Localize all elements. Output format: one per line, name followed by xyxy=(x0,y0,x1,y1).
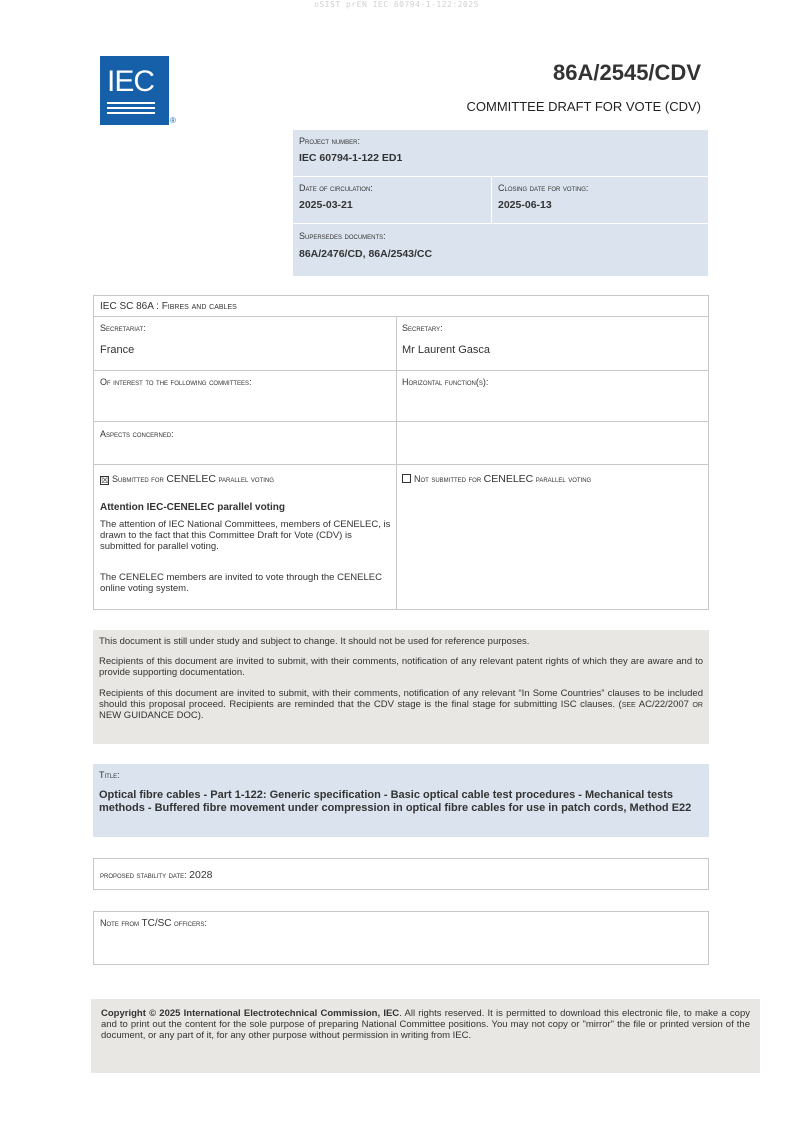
divider xyxy=(396,316,397,465)
submitted-pre: Submitted for xyxy=(112,474,167,484)
stability-date-value: 2028 xyxy=(189,869,213,881)
submitted-cenelec-option[interactable] xyxy=(100,473,274,485)
aspects-concerned-label: Aspects concerned: xyxy=(100,429,174,439)
supersedes-value: 86A/2476/CD, 86A/2543/CC xyxy=(299,248,433,260)
closing-date-value: 2025-06-13 xyxy=(498,199,552,211)
circulation-date-value: 2025-03-21 xyxy=(299,199,353,211)
not-submitted-cenelec: CENELEC xyxy=(483,473,534,485)
notice-block xyxy=(93,630,709,744)
project-number-value: IEC 60794-1-122 ED1 xyxy=(299,152,403,164)
divider xyxy=(94,370,708,371)
logo-text: IEC xyxy=(107,65,155,98)
submitted-cenelec: CENELEC xyxy=(166,473,216,485)
horizontal-function-label: Horizontal function(s): xyxy=(402,377,489,387)
divider xyxy=(293,176,708,177)
notice-p3-main: Recipients of this document are invited to submit, with their comments, notification of any relevant “In Some Countries” clauses to be included should this proposal proceed. Recipients are reminded that the CDV stage is the final stage for submitting ISC clauses. ( xyxy=(99,688,703,710)
secretary-label: Secretary: xyxy=(402,323,443,333)
document-number: 86A/2545/CDV xyxy=(553,60,701,85)
interest-committees-label: Of interest to the following committees: xyxy=(100,377,252,387)
divider xyxy=(293,223,708,224)
divider xyxy=(94,464,708,465)
title-block xyxy=(93,764,709,837)
supersedes-label: Supersedes documents: xyxy=(299,231,386,241)
logo-line xyxy=(107,102,155,104)
committee-table xyxy=(93,295,709,610)
submitted-post: parallel voting xyxy=(215,474,274,484)
notice-p3-reference: see AC/22/2007 or NEW GUIDANCE DOC xyxy=(99,699,703,721)
closing-date-label: Closing date for voting: xyxy=(498,183,589,193)
secretary-value: Mr Laurent Gasca xyxy=(402,344,491,356)
attention-heading: Attention IEC-CENELEC parallel voting xyxy=(100,502,286,513)
note-label-pre: Note from xyxy=(100,918,142,928)
not-submitted-cenelec-option[interactable] xyxy=(402,473,591,485)
copyright-block xyxy=(91,999,760,1073)
copyright-bold: Copyright © 2025 International Electrotechnical Commission, IEC xyxy=(101,1008,400,1019)
notice-paragraph-3 xyxy=(99,688,703,721)
copyright-rest: . All rights reserved. It is permitted to download this electronic file, to make a copy and to print out the content for the sole purpose of preparing National Committee positions. You may not copy or "mirror" the file or printed version of the document, or any part of it, for any other purpose without permission in writing from IEC. xyxy=(101,1008,750,1041)
notice-paragraph-1: This document is still under study and subject to change. It should not be used for reference purposes. xyxy=(99,636,530,647)
document-title: Optical fibre cables - Part 1-122: Generic specification - Basic optical cable test procedures - Mechanical tests methods - Buffered fibre movement under compression in optical fibre cables for use in patch cords, Method E22 xyxy=(99,789,692,814)
project-number-label: Project number: xyxy=(299,136,361,146)
circulation-date-label: Date of circulation: xyxy=(299,183,373,193)
project-info-block xyxy=(293,130,708,276)
document-type: COMMITTEE DRAFT FOR VOTE (CDV) xyxy=(466,99,701,114)
copyright-text xyxy=(101,1008,750,1041)
note-label xyxy=(100,918,207,929)
logo-line xyxy=(107,112,155,114)
iec-logo xyxy=(100,56,169,125)
notice-paragraph-2: Recipients of this document are invited to submit, with their comments, notification of any relevant patent rights of which they are aware and to provide supporting documentation. xyxy=(99,656,703,678)
notice-p3-end: ). xyxy=(197,710,204,721)
subcommittee-row xyxy=(100,301,237,312)
stability-date-box xyxy=(93,858,709,890)
note-label-tc: TC/SC xyxy=(141,918,172,929)
not-submitted-post: parallel voting xyxy=(533,474,592,484)
attention-paragraph-1: The attention of IEC National Committees, members of CENELEC, is drawn to the fact that this Committee Draft for Vote (CDV) is submitted for parallel voting. xyxy=(100,519,391,552)
watermark: oSIST prEN IEC 60794-1-122:2025 xyxy=(314,0,479,9)
unchecked-checkbox-icon[interactable] xyxy=(402,474,411,483)
stability-date-row xyxy=(100,869,213,881)
note-label-post: officers: xyxy=(171,918,207,928)
divider xyxy=(396,464,397,610)
checked-checkbox-icon[interactable]: ☒ xyxy=(101,475,110,485)
logo-registered-mark: ® xyxy=(170,116,176,125)
divider xyxy=(94,316,708,317)
secretariat-value: France xyxy=(100,344,135,356)
stability-date-label: proposed stability date: xyxy=(100,870,190,880)
sc-name: Fibres and cables xyxy=(161,301,237,312)
secretariat-label: Secretariat: xyxy=(100,323,146,333)
sc-prefix: IEC SC 86A : xyxy=(100,301,162,312)
attention-paragraph-2: The CENELEC members are invited to vote through the CENELEC online voting system. xyxy=(100,572,382,594)
title-label: Title: xyxy=(99,770,120,780)
divider xyxy=(94,421,708,422)
note-box xyxy=(93,911,709,965)
not-submitted-pre: Not submitted for xyxy=(414,474,484,484)
divider xyxy=(491,176,492,223)
logo-line xyxy=(107,107,155,109)
